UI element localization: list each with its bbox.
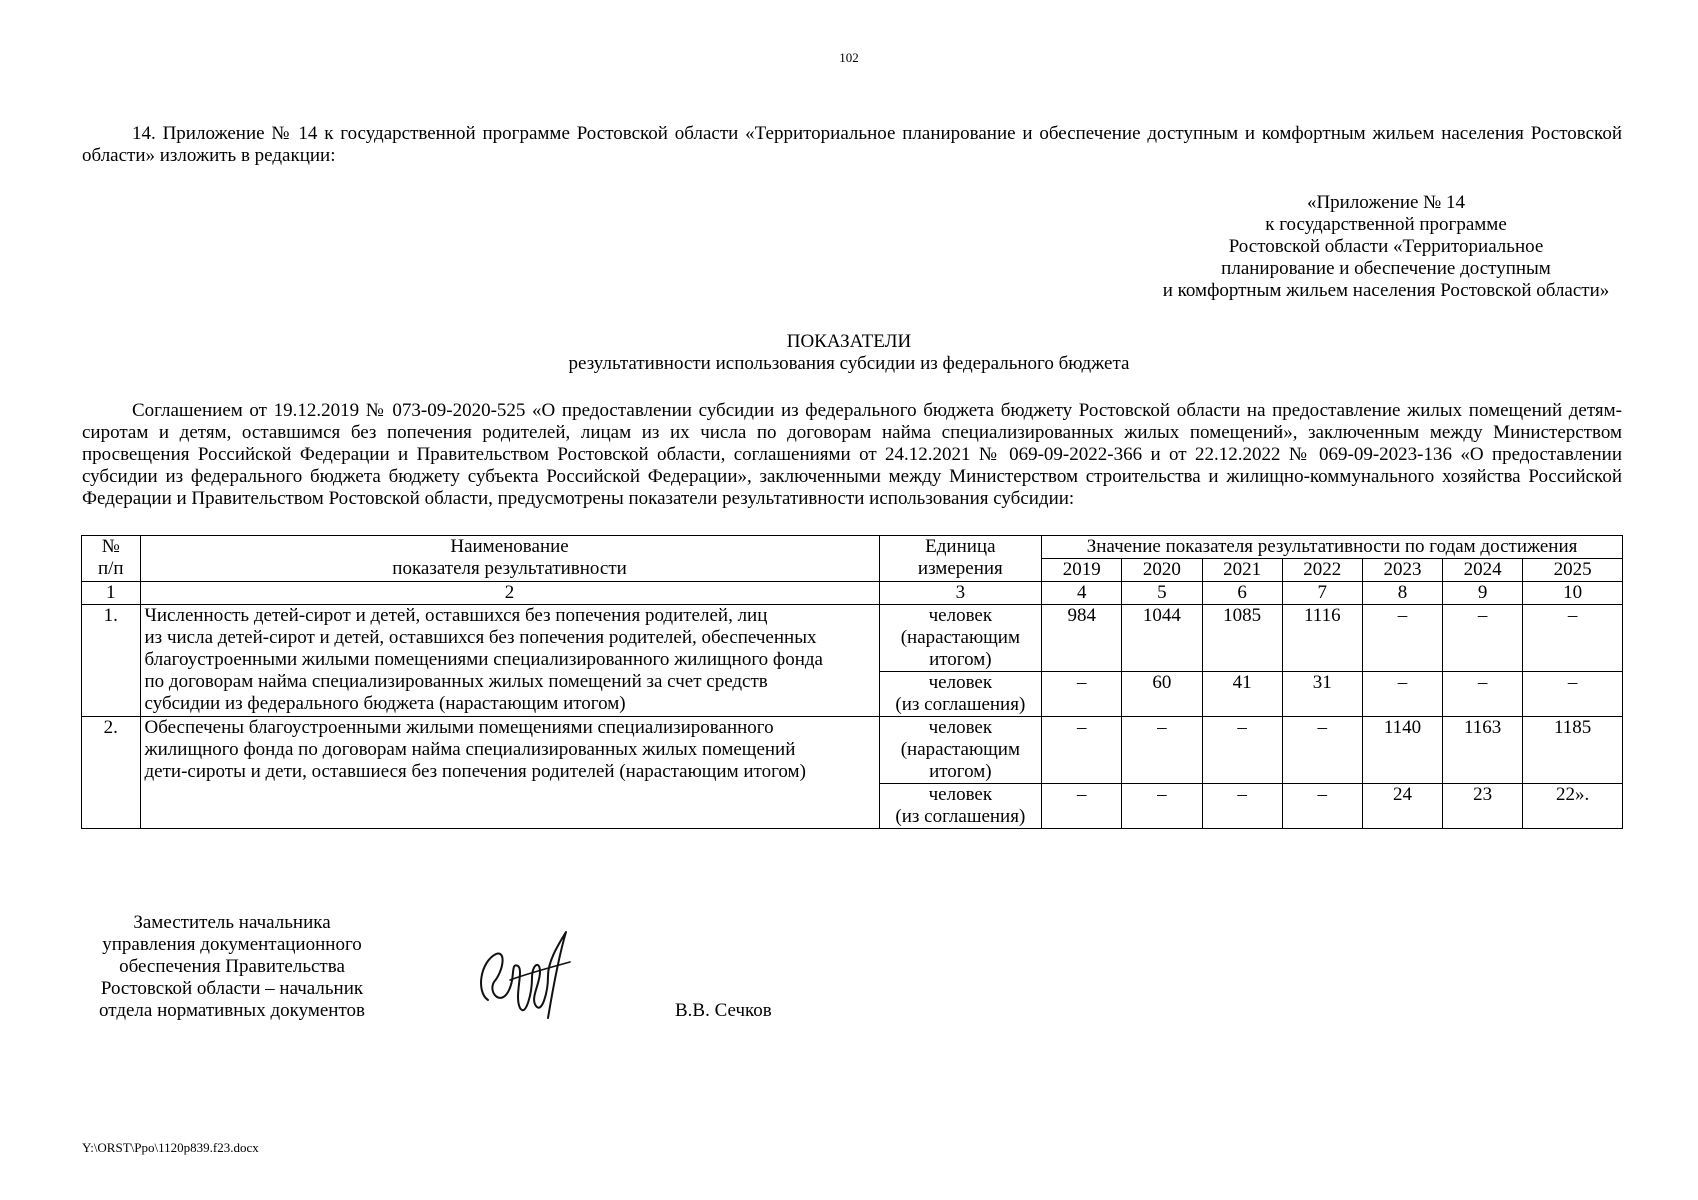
value-cell: – [1523,672,1623,717]
header-values-group: Значение показателя результативности по годам достижения [1042,536,1623,559]
column-number: 2 [140,582,879,605]
column-number: 9 [1443,582,1523,605]
value-cell: – [1523,605,1623,672]
value-cell: – [1042,784,1122,829]
header-year: 2021 [1202,559,1282,582]
header-year: 2023 [1362,559,1442,582]
column-number: 4 [1042,582,1122,605]
appendix-line: к государственной программе [1265,214,1507,235]
value-cell: 1185 [1523,717,1623,784]
value-cell: – [1362,672,1442,717]
header-year: 2024 [1443,559,1523,582]
signatory-title: Заместитель начальника управления документационного обеспечения Правительства Ростовской области – начальник отдела нормативных документов [99,912,365,1021]
document-heading [0,331,1698,375]
value-cell: 1140 [1362,717,1442,784]
value-cell: 22». [1523,784,1623,829]
header-year: 2020 [1122,559,1202,582]
indicators-table [81,535,1623,829]
appendix-line: Ростовской области «Территориальное [1228,236,1544,257]
heading-subtitle: результативности использования субсидии из федерального бюджета [568,353,1130,374]
page-number: 102 [839,50,859,65]
value-cell: – [1202,717,1282,784]
table-row [82,605,1623,672]
value-cell: – [1202,784,1282,829]
row-number: 1. [82,605,141,717]
value-cell: 1163 [1443,717,1523,784]
unit-cell: человек (нарастающим итогом) [879,605,1042,672]
file-path: Y:\ORST\Ppo\1120p839.f23.docx [82,1140,259,1155]
header-unit: Единица измерения [879,536,1042,582]
header-year: 2025 [1523,559,1623,582]
column-number: 3 [879,582,1042,605]
value-cell: 60 [1122,672,1202,717]
value-cell: – [1122,784,1202,829]
column-number: 10 [1523,582,1623,605]
appendix-reference [1146,192,1626,302]
unit-cell: человек (нарастающим итогом) [879,717,1042,784]
column-number: 7 [1282,582,1362,605]
value-cell: 24 [1362,784,1442,829]
appendix-line: «Приложение № 14 [1306,192,1466,213]
appendix-line: планирование и обеспечение доступным [1221,258,1551,279]
value-cell: 41 [1202,672,1282,717]
header-number: № п/п [82,536,141,582]
indicator-name: Численность детей-сирот и детей, оставшихся без попечения родителей, лиц из числа детей-сирот и детей, оставшихся без попечения родителей, обеспеченных благоустроенными жилыми помещениями специализированного жилищного фонда по договорам найма специализированных жилых помещений за счет средств субсидии из федерального бюджета (нарастающим итогом) [140,605,879,717]
value-cell: 23 [1443,784,1523,829]
column-number: 1 [82,582,141,605]
value-cell: – [1282,717,1362,784]
column-number: 6 [1202,582,1282,605]
column-number: 8 [1362,582,1442,605]
intro-paragraph: 14. Приложение № 14 к государственной программе Ростовской области «Территориальное планирование и обеспечение доступным и комфортным жильем населения Ростовской области» изложить в редакции: [82,123,1622,166]
value-cell: – [1443,605,1523,672]
handwritten-signature [470,922,580,1032]
value-cell: – [1122,717,1202,784]
column-number-row [82,582,1623,605]
value-cell: 984 [1042,605,1122,672]
unit-cell: человек (из соглашения) [879,784,1042,829]
unit-cell: человек (из соглашения) [879,672,1042,717]
column-number: 5 [1122,582,1202,605]
value-cell: 31 [1282,672,1362,717]
heading-title: ПОКАЗАТЕЛИ [786,331,912,352]
table-row [82,717,1623,784]
agreement-paragraph: Соглашением от 19.12.2019 № 073-09-2020-525 «О предоставлении субсидии из федерального бюджета бюджету Ростовской области на предоставление жилых помещений детям-сиротам и детям, оставшимся без попечения родителей, лицам из их числа по договорам найма специализированных жилых помещений», заключенным между Министерством просвещения Российской Федерации и Правительством Ростовской области, соглашениями от 24.12.2021 № 069-09-2022-366 и от 22.12.2022 № 069-09-2023-136 «О предоставлении субсидии из федерального бюджета бюджету субъекта Российской Федерации», заключенными между Министерством строительства и жилищно-коммунального хозяйства Российской Федерации и Правительством Ростовской области, предусмотрены показатели результативности использования субсидии: [82,400,1622,509]
value-cell: – [1362,605,1442,672]
header-year: 2022 [1282,559,1362,582]
appendix-line: и комфортным жильем населения Ростовской области» [1162,280,1610,301]
signatory-name: В.В. Сечков [675,1000,772,1021]
header-year: 2019 [1042,559,1122,582]
value-cell: – [1042,717,1122,784]
header-name: Наименование показателя результативности [140,536,879,582]
value-cell: 1085 [1202,605,1282,672]
row-number: 2. [82,717,141,829]
value-cell: – [1042,672,1122,717]
value-cell: 1044 [1122,605,1202,672]
value-cell: – [1282,784,1362,829]
indicator-name: Обеспечены благоустроенными жилыми помещениями специализированного жилищного фонда по договорам найма специализированных жилых помещений дети-сироты и дети, оставшиеся без попечения родителей (нарастающим итогом) [140,717,879,829]
value-cell: – [1443,672,1523,717]
table-header-row [82,536,1623,559]
value-cell: 1116 [1282,605,1362,672]
